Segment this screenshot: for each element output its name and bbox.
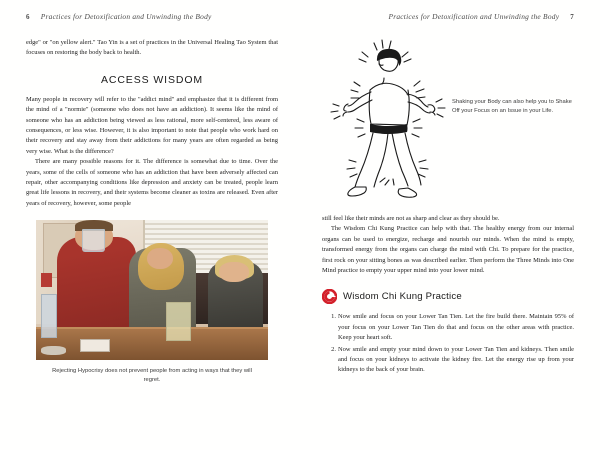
page-number-right: 7	[570, 13, 574, 21]
photo-cigarette-pack	[80, 339, 110, 352]
photo-table	[36, 329, 268, 360]
practice-step: Now smile and focus on your Lower Tan Tien. Let the fire build there. Maintain 95% of your focus on your Lower Tan Tien do that and focus on the other areas with practice. Keep your heart soft.	[338, 313, 574, 342]
photo-soda-can	[41, 273, 53, 287]
photo-bottle	[41, 294, 57, 338]
figure-shaking-body-svg	[322, 38, 446, 214]
practice-heading-text: Wisdom Chi Kung Practice	[343, 291, 462, 303]
photo-woman-face	[147, 248, 173, 269]
running-head-left	[26, 12, 278, 24]
practice-steps-list	[322, 312, 574, 375]
family-addiction-photo	[36, 220, 268, 360]
left-paragraph-continued: edge" or "on yellow alert." Tao Yin is a set of practices in the Universal Healing Tao System that focuses on restoring the body back to health.	[26, 39, 278, 57]
left-paragraph-1: Many people in recovery will refer to the "addict mind" and emphasize that it is different from the mind of a "normie" (someone who does not have an addiction). It seems like the mind of someone who has an addiction being viewed as less rational, more self-centered, less aware of consequences, or less wise. However, it is also important to note that people who work hard on their recovery and stay away from their addictions for many years are often regarded as being very wise. What is the difference?	[26, 95, 278, 155]
practice-step: Now smile and empty your mind down to your Lower Tan Tien and kidneys. Then smile and focus on your kidneys to activate the kidney fire. Let the energy rise up from your kidneys to the back of your brain.	[338, 345, 574, 374]
illustration-caption: Shaking your Body can also help you to Shake Off your Focus on an Issue in your Life.	[452, 99, 572, 114]
photo-drinking-glass	[82, 229, 105, 252]
red-spiral-icon	[322, 289, 337, 304]
photo-boy-face	[219, 262, 249, 282]
photo-beer-glass	[166, 302, 191, 340]
running-head-left-title: Practices for Detoxification and Unwinding the Body	[40, 12, 212, 21]
right-paragraph-continued: still feel like their minds are not as sharp and clear as they should be.	[322, 215, 500, 222]
left-photo-block	[26, 220, 278, 384]
section-title-access-wisdom: ACCESS WISDOM	[100, 73, 204, 86]
photo-ashtray	[41, 346, 67, 354]
running-head-right-title: Practices for Detoxification and Unwinding the Body	[388, 12, 560, 21]
running-head-right	[322, 12, 574, 24]
page-number-left: 6	[26, 13, 30, 21]
left-paragraph-2: There are many possible reasons for it. The difference is somewhat due to time. Over the years, some of the cells of someone who has an addiction that have been adversely affected can repair, other accompanying conditions like depression and anxiety can be treated, people learn great life lessons in recovery, and their systems become cleaner as toxins are released. Even after years of recovery, however, some people	[26, 158, 278, 207]
illustration-row	[322, 38, 574, 214]
right-paragraph-1: The Wisdom Chi Kung Practice can help with that. The healthy energy from our internal organs can be used to energize, recharge and nourish our minds. When the mind is empty, transformed energy from the organs can charge the mind with Chi. To prepare for the practice, first rock on your sitting bones as was described earlier. Then perform the Three Minds into One Mind practice to empty your upper mind into your lower mind.	[322, 225, 574, 275]
right-page	[300, 0, 600, 450]
left-photo-caption: Rejecting Hypocrisy does not prevent people from acting in ways that they will regret.	[52, 368, 252, 383]
practice-heading-row	[322, 289, 574, 304]
shaking-body-illustration	[322, 38, 446, 214]
